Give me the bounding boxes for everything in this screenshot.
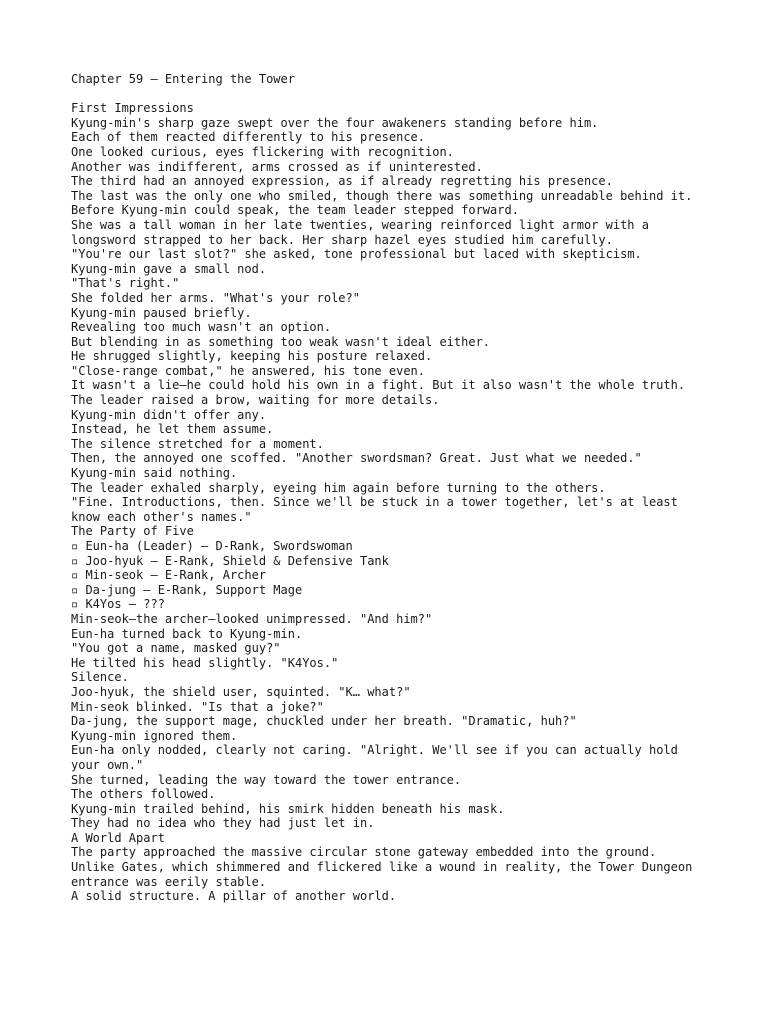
text-line: Kyung-min ignored them. (71, 728, 238, 743)
chapter-title: Chapter 59 – Entering the Tower (71, 72, 295, 86)
text-line: "That's right." (71, 276, 180, 291)
text-line: Revealing too much wasn't an option. (71, 320, 332, 335)
document-page (71, 72, 701, 904)
text-line: Kyung-min trailed behind, his smirk hidden beneath his mask. (71, 801, 505, 816)
text-line: A World Apart (71, 830, 165, 845)
text-line: ▫ Joo-hyuk – E-Rank, Shield & Defensive Tank (71, 553, 389, 568)
text-line: Each of them reacted differently to his presence. (71, 130, 426, 145)
text-line: Da-jung, the support mage, chuckled under her breath. "Dramatic, huh?" (71, 714, 577, 729)
text-line: "You're our last slot?" she asked, tone professional but laced with skepticism. (71, 247, 642, 262)
text-line: Kyung-min didn't offer any. (71, 407, 267, 422)
text-line: The last was the only one who smiled, though there was something unreadable behind it. (71, 188, 693, 203)
text-line: She folded her arms. "What's your role?" (71, 290, 360, 305)
text-line: She turned, leading the way toward the tower entrance. (71, 772, 462, 787)
text-line: Another was indifferent, arms crossed as if uninterested. (71, 159, 483, 174)
text-line: A solid structure. A pillar of another world. (71, 889, 397, 904)
text-line: "You got a name, masked guy?" (71, 641, 281, 656)
text-line: They had no idea who they had just let in. (71, 816, 375, 831)
text-line: One looked curious, eyes flickering with recognition. (71, 144, 454, 159)
text-line: Eun-ha turned back to Kyung-min. (71, 626, 303, 641)
text-line: "Close-range combat," he answered, his tone even. (71, 363, 426, 378)
text-line: Instead, he let them assume. (71, 422, 274, 437)
text-line: Kyung-min said nothing. (71, 466, 238, 481)
text-line: Silence. (71, 670, 129, 685)
text-line: Unlike Gates, which shimmered and flickered like a wound in reality, the Tower Dungeon entrance was eerily stable. (71, 860, 700, 889)
text-line: Eun-ha only nodded, clearly not caring. "Alright. We'll see if you can actually hold your own." (71, 743, 686, 772)
text-line: ▫ Da-jung – E-Rank, Support Mage (71, 582, 303, 597)
text-line: First Impressions (71, 101, 194, 116)
text-line: ▫ Eun-ha (Leader) – D-Rank, Swordswoman (71, 539, 353, 553)
text-line: ▫ K4Yos – ??? (71, 597, 165, 612)
text-line: The leader exhaled sharply, eyeing him again before turning to the others. (71, 480, 606, 495)
text-line: She was a tall woman in her late twenties, wearing reinforced light armor with a longsword strapped to her back. Her sharp hazel eyes studied him carefully. (71, 217, 657, 247)
text-line: Min-seok—the archer—looked unimpressed. "And him?" (71, 611, 433, 626)
text-line: Before Kyung-min could speak, the team leader stepped forward. (71, 203, 519, 218)
text-line: The others followed. (71, 787, 216, 802)
text-line: Kyung-min's sharp gaze swept over the four awakeners standing before him. (71, 115, 599, 130)
text-line: But blending in as something too weak wasn't ideal either. (71, 334, 491, 349)
text-line: Min-seok blinked. "Is that a joke?" (71, 699, 324, 714)
text-line: It wasn't a lie—he could hold his own in a fight. But it also wasn't the whole truth. (71, 378, 686, 393)
text-line: Kyung-min paused briefly. (71, 305, 252, 320)
text-line: The party approached the massive circular stone gateway embedded into the ground. (71, 845, 657, 860)
text-line: The third had an annoyed expression, as if already regretting his presence. (71, 174, 613, 189)
text-line: Then, the annoyed one scoffed. "Another swordsman? Great. Just what we needed." (71, 451, 642, 466)
text-line: ▫ Min-seok – E-Rank, Archer (71, 568, 267, 583)
text-line: The silence stretched for a moment. (71, 436, 324, 451)
text-line: Kyung-min gave a small nod. (71, 261, 267, 276)
document-body (71, 101, 701, 904)
text-line: He shrugged slightly, keeping his posture relaxed. (71, 349, 433, 364)
text-line: The leader raised a brow, waiting for more details. (71, 393, 440, 408)
text-line: The Party of Five (71, 524, 194, 539)
text-line: Joo-hyuk, the shield user, squinted. "K… what?" (71, 684, 411, 699)
text-line: He tilted his head slightly. "K4Yos." (71, 655, 339, 670)
text-line: "Fine. Introductions, then. Since we'll be stuck in a tower together, let's at least know each other's names." (71, 495, 686, 524)
